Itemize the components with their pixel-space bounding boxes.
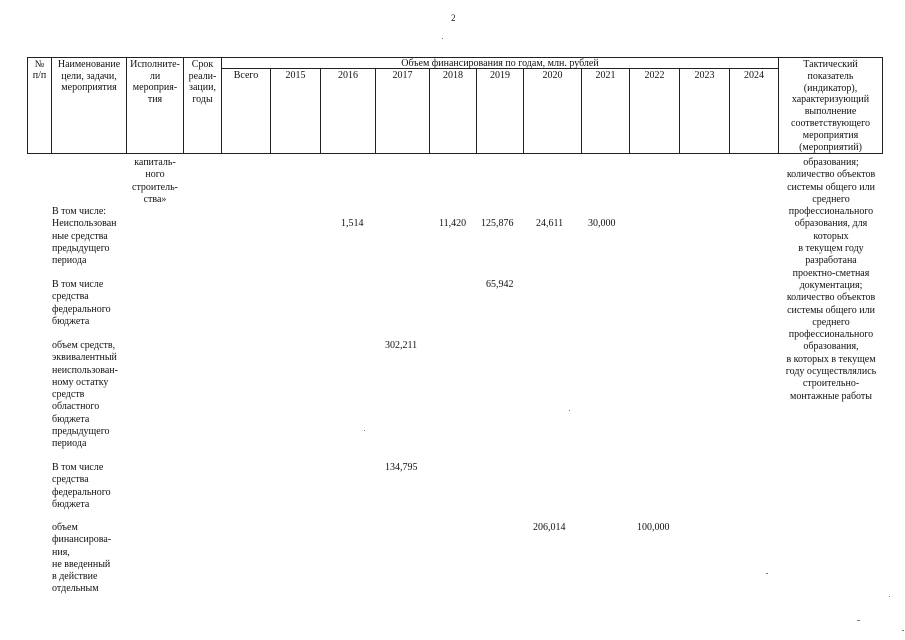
indicator-continuation: образования; количество объектов системы общего или среднего профессионального образования, для которых в текущем году разработана проектно-сметная документация; количество объектов системы общего или среднего профессионального образования, в которых в текущем году осуществлялись строительно- монтажные работы bbox=[785, 157, 877, 402]
row-value-2022: 100,000 bbox=[637, 522, 670, 533]
header-year-2018: 2018 bbox=[443, 70, 463, 81]
row-value-2017: 134,795 bbox=[385, 462, 418, 473]
scan-speck bbox=[889, 596, 890, 597]
row-value-2018: 11,420 bbox=[439, 218, 467, 229]
header-year-2024: 2024 bbox=[744, 70, 764, 81]
header-year-2016: 2016 bbox=[338, 70, 358, 81]
scan-speck bbox=[857, 620, 860, 621]
row-label: объем средств, эквивалентный неиспользован- ному остатку средств областного бюджета предыдущего периода bbox=[52, 340, 118, 450]
header-indicator: Тактический показатель (индикатор), характеризующий выполнение соответствующего мероприятия (мероприятий) bbox=[791, 59, 870, 153]
row-value-2019: 65,942 bbox=[486, 279, 514, 290]
header-funding-title: Объем финансирования по годам, млн. рублей bbox=[401, 58, 599, 69]
scan-speck bbox=[364, 430, 365, 431]
scan-speck bbox=[766, 573, 768, 574]
row-value-2020: 206,014 bbox=[533, 522, 566, 533]
page-number: 2 bbox=[451, 13, 456, 23]
header-num: № п/п bbox=[32, 59, 47, 81]
row-label: В том числе средства федерального бюджета bbox=[52, 279, 111, 327]
row-label: В том числе: Неиспользован ные средства предыдущего периода bbox=[52, 206, 117, 267]
header-year-2019: 2019 bbox=[490, 70, 510, 81]
header-year-2023: 2023 bbox=[694, 70, 715, 81]
header-year-2017: 2017 bbox=[392, 70, 413, 81]
executor-continuation: капиталь- ного строитель- ства» bbox=[132, 157, 178, 205]
header-year-2015: 2015 bbox=[285, 70, 306, 81]
scan-speck bbox=[902, 630, 904, 631]
header-executor: Исполните- ли мероприя- тия bbox=[130, 59, 180, 105]
row-value-2021: 30,000 bbox=[588, 218, 616, 229]
header-year-2021: 2021 bbox=[595, 70, 616, 81]
header-year-2020: 2020 bbox=[542, 70, 563, 81]
row-value-2020: 24,611 bbox=[536, 218, 564, 229]
scan-speck bbox=[442, 38, 443, 39]
row-label: В том числе средства федерального бюджета bbox=[52, 462, 111, 510]
row-value-2019: 125,876 bbox=[481, 218, 514, 229]
scan-speck bbox=[569, 410, 570, 411]
header-year-2022: 2022 bbox=[644, 70, 665, 81]
header-term: Срок реали- зации, годы bbox=[188, 59, 217, 105]
header-name: Наименование цели, задачи, мероприятия bbox=[57, 59, 121, 93]
row-label: объем финансирова- ния, не введенный в действие отдельным bbox=[52, 522, 112, 595]
row-value-2017: 302,211 bbox=[385, 340, 418, 351]
row-value-2016: 1,514 bbox=[341, 218, 364, 229]
header-total: Всего bbox=[233, 70, 259, 81]
